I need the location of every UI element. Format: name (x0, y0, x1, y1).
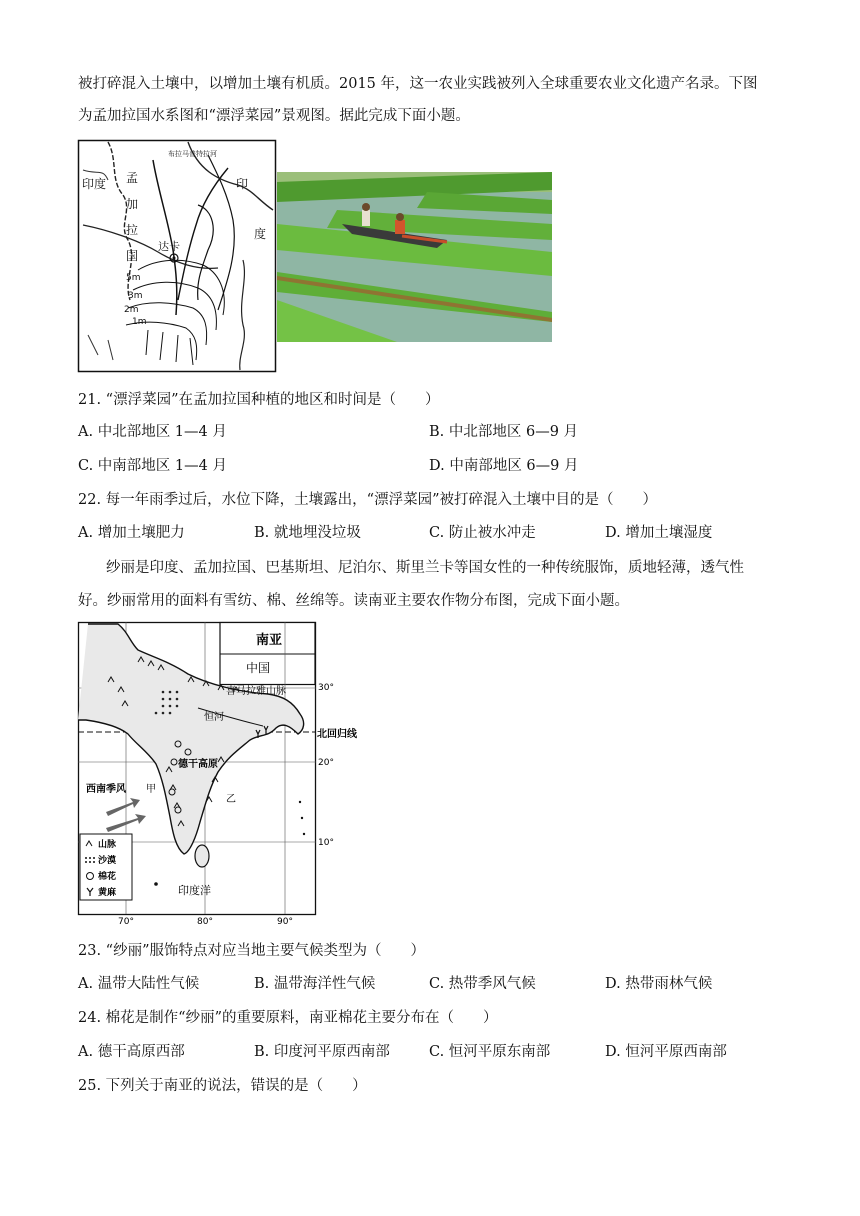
q24-option-d[interactable]: D. 恒河平原西南部 (605, 1044, 727, 1060)
label-jia: 甲 (146, 784, 156, 795)
label-india-right-2: 度 (254, 227, 267, 241)
label-monsoon: 西南季风 (86, 784, 126, 795)
label-lon-90: 90° (277, 917, 293, 927)
label-lon-80: 80° (197, 917, 213, 927)
q21-stem: 21. “漂浮菜园”在孟加拉国种植的地区和时间是（ ） (78, 392, 440, 408)
label-yi: 乙 (226, 794, 236, 805)
q22-option-b[interactable]: B. 就地埋没垃圾 (254, 525, 361, 541)
river-label: 布拉马普特拉河 (168, 150, 217, 158)
q23-option-c[interactable]: C. 热带季风气候 (429, 976, 536, 992)
label-ocean: 印度洋 (178, 884, 211, 897)
q25-stem: 25. 下列关于南亚的说法，错误的是（ ） (78, 1078, 367, 1094)
q22-option-a[interactable]: A. 增加土壤肥力 (78, 525, 185, 541)
q24-stem: 24. 棉花是制作“纱丽”的重要原料，南亚棉花主要分布在（ ） (78, 1010, 498, 1026)
label-deccan: 德干高原 (178, 759, 218, 770)
q23-option-d[interactable]: D. 热带雨林气候 (605, 976, 713, 992)
q23-stem: 23. “纱丽”服饰特点对应当地主要气候类型为（ ） (78, 943, 425, 959)
label-tropic: 北回归线 (317, 729, 357, 740)
q23-option-a[interactable]: A. 温带大陆性气候 (78, 976, 200, 992)
south-asia-crop-map (78, 622, 357, 927)
legend-cotton: 棉花 (98, 872, 117, 882)
legend-mountain: 山脉 (98, 840, 117, 850)
label-lat-20: 20° (318, 758, 334, 768)
intro-line-2: 为孟加拉国水系图和“漂浮菜园”景观图。据此完成下面小题。 (78, 108, 470, 124)
label-lon-70: 70° (118, 917, 134, 927)
q23-option-b[interactable]: B. 温带海洋性气候 (254, 976, 376, 992)
para2-line-2: 好。纱丽常用的面料有雪纺、棉、丝绵等。读南亚主要农作物分布图，完成下面小题。 (78, 593, 629, 609)
label-himalaya: 喜马拉雅山脉 (226, 686, 286, 697)
q21-option-a[interactable]: A. 中北部地区 1—4 月 (78, 424, 227, 440)
legend-jute: 黄麻 (98, 888, 117, 898)
label-bangladesh-2: 加 (126, 197, 139, 211)
label-india-left: 印度 (82, 177, 107, 191)
label-lat-30: 30° (318, 683, 334, 693)
para2-line-1: 纱丽是印度、孟加拉国、巴基斯坦、尼泊尔、斯里兰卡等国女性的一种传统服饰，质地轻薄，透气性 (106, 560, 744, 576)
q21-option-d[interactable]: D. 中南部地区 6—9 月 (429, 458, 579, 474)
label-india-right-1: 印 (236, 177, 249, 191)
q24-option-c[interactable]: C. 恒河平原东南部 (429, 1044, 551, 1060)
contour-1m: 1m (132, 317, 147, 327)
contour-3m: 3m (128, 291, 143, 301)
label-bangladesh-4: 国 (126, 249, 139, 263)
label-bangladesh-1: 孟 (126, 171, 139, 185)
label-china: 中国 (246, 661, 271, 675)
intro-line-1: 被打碎混入土壤中，以增加土壤有机质。2015 年，这一农业实践被列入全球重要农业文化遗产名录。下图 (78, 76, 758, 92)
q21-option-c[interactable]: C. 中南部地区 1—4 月 (78, 458, 227, 474)
legend-desert: 沙漠 (98, 856, 117, 866)
q24-option-b[interactable]: B. 印度河平原西南部 (254, 1044, 390, 1060)
label-bangladesh-3: 拉 (126, 223, 139, 237)
label-lat-10: 10° (318, 838, 334, 848)
floating-garden-photo (277, 172, 552, 342)
q22-option-d[interactable]: D. 增加土壤湿度 (605, 525, 713, 541)
label-dhaka: 达卡 (158, 240, 180, 253)
label-ganges: 恒河 (204, 712, 224, 723)
q22-option-c[interactable]: C. 防止被水冲走 (429, 525, 536, 541)
contour-5m: 5m (126, 273, 141, 283)
bangladesh-river-map (78, 140, 276, 372)
q21-option-b[interactable]: B. 中北部地区 6—9 月 (429, 424, 579, 440)
q24-option-a[interactable]: A. 德干高原西部 (78, 1044, 185, 1060)
map2-title: 南亚 (256, 633, 283, 648)
contour-2m: 2m (124, 305, 139, 315)
q22-stem: 22. 每一年雨季过后，水位下降，土壤露出，“漂浮菜园”被打碎混入土壤中目的是（ ） (78, 492, 657, 508)
